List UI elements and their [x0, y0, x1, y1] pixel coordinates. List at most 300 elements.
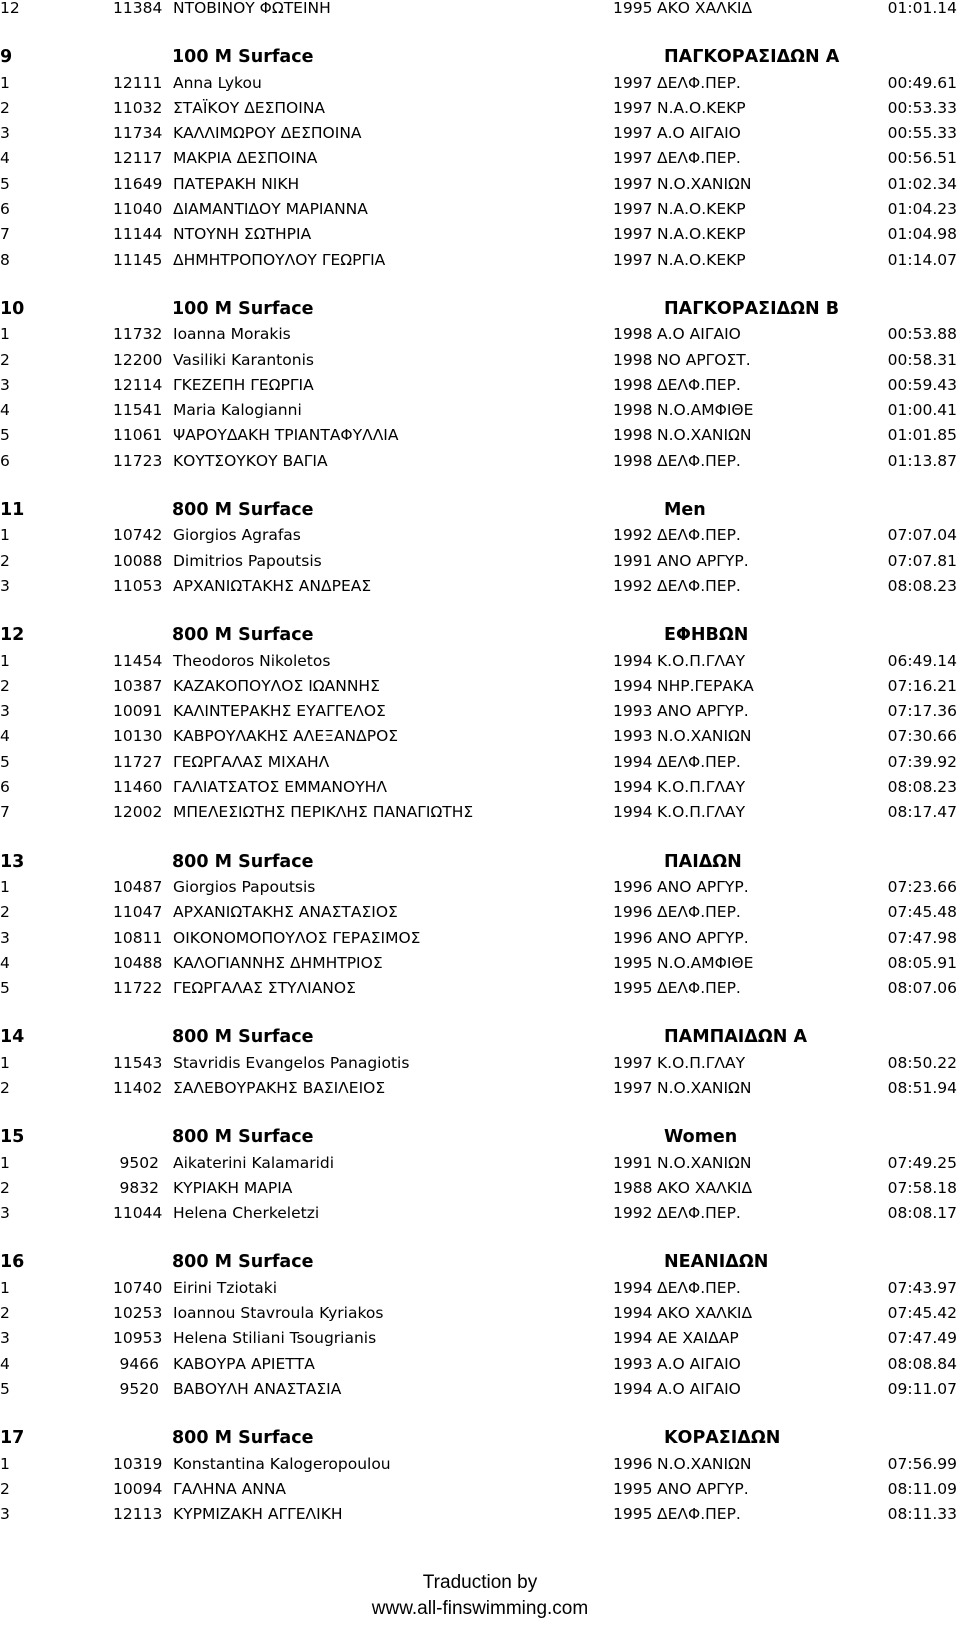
result-year: 1997 — [613, 98, 653, 117]
event-number: 13 — [0, 851, 25, 872]
result-row — [0, 1477, 960, 1502]
result-name: ΚΑΒΟΥΡΑ ΑΡΙΕΤΤΑ — [173, 1354, 315, 1373]
result-name: ΔΙΑΜΑΝΤΙΔΟΥ ΜΑΡΙΑΝΝΑ — [173, 200, 368, 219]
result-place: 4 — [0, 953, 10, 972]
event-header — [0, 850, 960, 875]
event-header — [0, 1025, 960, 1050]
result-time: 07:16.21 — [887, 676, 957, 695]
result-time: 07:47.98 — [887, 928, 957, 947]
result-row — [0, 976, 960, 1001]
result-club: Κ.Ο.Π.ΓΛΑΥ — [657, 778, 746, 797]
result-place: 5 — [0, 979, 10, 998]
result-id: 12002 — [113, 803, 163, 822]
result-year: 1997 — [613, 1078, 653, 1097]
result-year: 1996 — [613, 903, 653, 922]
result-year: 1991 — [613, 1153, 653, 1172]
result-name: ΠΑΤΕΡΑΚΗ ΝΙΚΗ — [173, 174, 300, 193]
event-category: ΠΑΓΚΟΡΑΣΙΔΩΝ Α — [664, 47, 840, 68]
result-year: 1997 — [613, 124, 653, 143]
result-place: 2 — [0, 676, 10, 695]
result-time: 08:11.33 — [887, 1505, 957, 1524]
result-year: 1997 — [613, 149, 653, 168]
result-year: 1993 — [613, 1354, 653, 1373]
result-row — [0, 197, 960, 222]
result-row — [0, 750, 960, 775]
result-id: 10742 — [113, 526, 163, 545]
result-club: ΔΕΛΦ.ΠΕΡ. — [657, 375, 741, 394]
event-number: 10 — [0, 298, 25, 319]
result-name: ΓΑΛΙΑΤΣΑΤΟΣ ΕΜΜΑΝΟΥΗΛ — [173, 778, 387, 797]
result-row — [0, 674, 960, 699]
result-name: Helena Cherkeletzi — [173, 1204, 320, 1223]
result-place: 2 — [0, 551, 10, 570]
result-year: 1992 — [613, 576, 653, 595]
result-place: 1 — [0, 651, 10, 670]
result-time: 01:01.85 — [887, 426, 957, 445]
result-place: 4 — [0, 149, 10, 168]
result-year: 1994 — [613, 1329, 653, 1348]
result-time: 07:43.97 — [887, 1278, 957, 1297]
result-row — [0, 373, 960, 398]
result-id: 12114 — [113, 375, 163, 394]
result-year: 1996 — [613, 1454, 653, 1473]
result-club: Ν.Ο.ΧΑΝΙΩΝ — [657, 1153, 752, 1172]
section-gap — [0, 1001, 960, 1025]
section-gap — [0, 1402, 960, 1426]
event-name: 800 M Surface — [172, 1127, 314, 1148]
result-name: ΚΟΥΤΣΟΥΚΟΥ ΒΑΓΙΑ — [173, 451, 328, 470]
result-year: 1988 — [613, 1178, 653, 1197]
result-place: 4 — [0, 401, 10, 420]
result-year: 1998 — [613, 451, 653, 470]
result-place: 2 — [0, 350, 10, 369]
result-club: ΑΚΟ ΧΑΛΚΙΔ — [657, 0, 753, 17]
result-row — [0, 1502, 960, 1527]
result-time: 08:50.22 — [887, 1053, 957, 1072]
result-year: 1997 — [613, 200, 653, 219]
result-name: Anna Lykou — [173, 73, 262, 92]
result-id: 12111 — [113, 73, 163, 92]
result-club: ΑΚΟ ΧΑΛΚΙΔ — [657, 1178, 753, 1197]
result-club: Α.Ο ΑΙΓΑΙΟ — [657, 1379, 741, 1398]
result-row — [0, 1377, 960, 1402]
event-number: 14 — [0, 1027, 25, 1048]
result-name: Dimitrios Papoutsis — [173, 551, 322, 570]
result-club: ΔΕΛΦ.ΠΕΡ. — [657, 526, 741, 545]
result-id: 11061 — [113, 426, 163, 445]
result-row — [0, 1301, 960, 1326]
result-place: 7 — [0, 803, 10, 822]
result-time: 01:01.14 — [887, 0, 957, 17]
result-time: 07:17.36 — [887, 702, 957, 721]
result-place: 2 — [0, 98, 10, 117]
result-id: 10487 — [113, 877, 163, 896]
section-gap — [0, 826, 960, 850]
result-id: 11722 — [113, 979, 163, 998]
result-place: 5 — [0, 1379, 10, 1398]
result-row — [0, 248, 960, 273]
result-name: ΝΤΟΥΝΗ ΣΩΤΗΡΙΑ — [173, 225, 312, 244]
result-time: 07:45.42 — [887, 1304, 957, 1323]
result-time: 08:08.23 — [887, 576, 957, 595]
result-time: 00:56.51 — [887, 149, 957, 168]
result-club: ΝΗΡ.ΓΕΡΑΚΑ — [657, 676, 754, 695]
event-category: ΚΟΡΑΣΙΔΩΝ — [664, 1428, 781, 1449]
result-club: Κ.Ο.Π.ΓΛΑΥ — [657, 803, 746, 822]
result-row — [0, 1452, 960, 1477]
result-club: ΑΚΟ ΧΑΛΚΙΔ — [657, 1304, 753, 1323]
result-time: 07:49.25 — [887, 1153, 957, 1172]
result-name: ΑΡΧΑΝΙΩΤΑΚΗΣ ΑΝΑΣΤΑΣΙΟΣ — [173, 903, 398, 922]
result-club: ΑΝΟ ΑΡΓΥΡ. — [657, 551, 749, 570]
result-place: 3 — [0, 124, 10, 143]
result-name: Stavridis Evangelos Panagiotis — [173, 1053, 410, 1072]
section-gap — [0, 21, 960, 45]
result-id: 11460 — [113, 778, 163, 797]
result-name: Maria Kalogianni — [173, 401, 302, 420]
event-header — [0, 297, 960, 322]
result-time: 01:02.34 — [887, 174, 957, 193]
result-club: ΔΕΛΦ.ΠΕΡ. — [657, 1278, 741, 1297]
result-row — [0, 900, 960, 925]
result-row — [0, 699, 960, 724]
result-place: 1 — [0, 1153, 10, 1172]
result-id: 9832 — [119, 1178, 159, 1197]
event-category: ΠΑΓΚΟΡΑΣΙΔΩΝ Β — [664, 298, 840, 319]
result-club: Ν.Α.Ο.ΚΕΚΡ — [657, 225, 746, 244]
result-id: 11402 — [113, 1078, 163, 1097]
result-row — [0, 724, 960, 749]
result-club: ΔΕΛΦ.ΠΕΡ. — [657, 576, 741, 595]
result-time: 09:11.07 — [887, 1379, 957, 1398]
result-name: Giorgios Papoutsis — [173, 877, 316, 896]
result-name: ΚΥΡΙΑΚΗ ΜΑΡΙΑ — [173, 1178, 293, 1197]
result-place: 7 — [0, 225, 10, 244]
result-club: ΔΕΛΦ.ΠΕΡ. — [657, 979, 741, 998]
result-name: ΓΕΩΡΓΑΛΑΣ ΣΤΥΛΙΑΝΟΣ — [173, 979, 356, 998]
result-row — [0, 71, 960, 96]
footer-credit: Traduction by — [422, 1572, 538, 1593]
result-name: ΒΑΒΟΥΛΗ ΑΝΑΣΤΑΣΙΑ — [173, 1379, 342, 1398]
result-club: ΑΝΟ ΑΡΓΥΡ. — [657, 1479, 749, 1498]
result-place: 4 — [0, 727, 10, 746]
result-id: 11727 — [113, 752, 163, 771]
event-category: ΠΑΙΔΩΝ — [664, 851, 742, 872]
result-time: 00:49.61 — [887, 73, 957, 92]
result-club: Α.Ο ΑΙΓΑΙΟ — [657, 325, 741, 344]
result-place: 1 — [0, 877, 10, 896]
result-id: 11543 — [113, 1053, 163, 1072]
result-place: 2 — [0, 1178, 10, 1197]
result-time: 07:23.66 — [887, 877, 957, 896]
footer-website-link[interactable]: www.all-finswimming.com — [371, 1598, 589, 1619]
result-row — [0, 1176, 960, 1201]
result-place: 6 — [0, 451, 10, 470]
result-row — [0, 1326, 960, 1351]
result-id: 10319 — [113, 1454, 163, 1473]
event-number: 15 — [0, 1127, 25, 1148]
result-id: 10094 — [113, 1479, 163, 1498]
result-place: 5 — [0, 752, 10, 771]
result-time: 00:53.33 — [887, 98, 957, 117]
result-time: 08:08.17 — [887, 1204, 957, 1223]
result-club: Ν.Α.Ο.ΚΕΚΡ — [657, 200, 746, 219]
result-year: 1994 — [613, 1304, 653, 1323]
result-year: 1998 — [613, 375, 653, 394]
result-time: 08:08.84 — [887, 1354, 957, 1373]
event-number: 16 — [0, 1252, 25, 1273]
event-name: 800 M Surface — [172, 851, 314, 872]
result-club: ΑΝΟ ΑΡΓΥΡ. — [657, 702, 749, 721]
result-year: 1997 — [613, 174, 653, 193]
event-name: 800 M Surface — [172, 625, 314, 646]
result-club: ΔΕΛΦ.ΠΕΡ. — [657, 752, 741, 771]
result-name: ΚΑΖΑΚΟΠΟΥΛΟΣ ΙΩΑΝΝΗΣ — [173, 676, 380, 695]
result-year: 1995 — [613, 1505, 653, 1524]
event-name: 100 M Surface — [172, 298, 314, 319]
result-club: Ν.Ο.ΧΑΝΙΩΝ — [657, 426, 752, 445]
result-year: 1996 — [613, 928, 653, 947]
result-club: ΔΕΛΦ.ΠΕΡ. — [657, 1505, 741, 1524]
result-time: 01:14.07 — [887, 250, 957, 269]
result-place: 1 — [0, 73, 10, 92]
result-row — [0, 1051, 960, 1076]
result-time: 07:56.99 — [887, 1454, 957, 1473]
result-time: 01:04.23 — [887, 200, 957, 219]
result-id: 11734 — [113, 124, 163, 143]
result-name: ΑΡΧΑΝΙΩΤΑΚΗΣ ΑΝΔΡΕΑΣ — [173, 576, 372, 595]
result-id: 10387 — [113, 676, 163, 695]
section-gap — [0, 273, 960, 297]
result-name: ΨΑΡΟΥΔΑΚΗ ΤΡΙΑΝΤΑΦΥΛΛΙΑ — [173, 426, 399, 445]
result-year: 1998 — [613, 350, 653, 369]
result-club: Ν.Ο.ΧΑΝΙΩΝ — [657, 1078, 752, 1097]
event-category: ΕΦΗΒΩΝ — [664, 625, 749, 646]
result-row — [0, 800, 960, 825]
result-id: 11454 — [113, 651, 163, 670]
result-id: 10488 — [113, 953, 163, 972]
result-year: 1995 — [613, 0, 653, 17]
result-id: 9520 — [119, 1379, 159, 1398]
result-name: Theodoros Nikoletos — [173, 651, 331, 670]
result-id: 12113 — [113, 1505, 163, 1524]
result-name: ΓΑΛΗΝΑ ΑΝΝΑ — [173, 1479, 287, 1498]
result-time: 07:45.48 — [887, 903, 957, 922]
result-place: 12 — [0, 0, 20, 17]
result-place: 3 — [0, 1505, 10, 1524]
event-category: ΝΕΑΝΙΔΩΝ — [664, 1252, 769, 1273]
result-id: 9502 — [119, 1153, 159, 1172]
result-name: Konstantina Kalogeropoulou — [173, 1454, 391, 1473]
result-place: 2 — [0, 903, 10, 922]
result-place: 3 — [0, 1204, 10, 1223]
result-name: ΚΑΛΙΝΤΕΡΑΚΗΣ ΕΥΑΓΓΕΛΟΣ — [173, 702, 386, 721]
result-row — [0, 549, 960, 574]
result-time: 07:39.92 — [887, 752, 957, 771]
result-name: ΓΚΕΖΕΠΗ ΓΕΩΡΓΙΑ — [173, 375, 314, 394]
event-category: ΠΑΜΠΑΙΔΩΝ Α — [664, 1027, 808, 1048]
result-time: 00:53.88 — [887, 325, 957, 344]
result-club: Α.Ο ΑΙΓΑΙΟ — [657, 1354, 741, 1373]
event-header — [0, 498, 960, 523]
event-header — [0, 45, 960, 70]
result-id: 10740 — [113, 1278, 163, 1297]
result-id: 11044 — [113, 1204, 163, 1223]
result-club: ΑΕ ΧΑΙΔΑΡ — [657, 1329, 739, 1348]
result-place: 3 — [0, 375, 10, 394]
result-name: Ioannou Stavroula Kyriakos — [173, 1304, 384, 1323]
result-id: 11047 — [113, 903, 163, 922]
result-club: Ν.Ο.ΑΜΦΙΘΕ — [657, 401, 754, 420]
result-place: 1 — [0, 325, 10, 344]
result-club: ΔΕΛΦ.ΠΕΡ. — [657, 1204, 741, 1223]
result-row — [0, 574, 960, 599]
event-number: 17 — [0, 1428, 25, 1449]
event-name: 800 M Surface — [172, 1027, 314, 1048]
result-place: 1 — [0, 1278, 10, 1297]
result-id: 10953 — [113, 1329, 163, 1348]
result-row — [0, 0, 960, 21]
result-year: 1998 — [613, 325, 653, 344]
event-name: 800 M Surface — [172, 1428, 314, 1449]
result-club: Κ.Ο.Π.ΓΛΑΥ — [657, 651, 746, 670]
result-row — [0, 348, 960, 373]
result-time: 00:55.33 — [887, 124, 957, 143]
result-row — [0, 449, 960, 474]
result-name: ΚΑΛΛΙΜΩΡΟΥ ΔΕΣΠΟΙΝΑ — [173, 124, 362, 143]
result-row — [0, 322, 960, 347]
result-time: 01:00.41 — [887, 401, 957, 420]
result-year: 1991 — [613, 551, 653, 570]
result-time: 01:13.87 — [887, 451, 957, 470]
result-id: 10091 — [113, 702, 163, 721]
result-place: 2 — [0, 1479, 10, 1498]
result-year: 1994 — [613, 803, 653, 822]
event-category: Men — [664, 500, 706, 521]
result-club: ΝΟ ΑΡΓΟΣΤ. — [657, 350, 751, 369]
result-name: ΝΤΟΒΙΝΟΥ ΦΩΤΕΙΝΗ — [173, 0, 331, 17]
result-id: 10088 — [113, 551, 163, 570]
result-place: 1 — [0, 1053, 10, 1072]
result-club: Ν.Α.Ο.ΚΕΚΡ — [657, 98, 746, 117]
event-header — [0, 1125, 960, 1150]
result-time: 00:58.31 — [887, 350, 957, 369]
result-name: ΣΑΛΕΒΟΥΡΑΚΗΣ ΒΑΣΙΛΕΙΟΣ — [173, 1078, 386, 1097]
event-header — [0, 1426, 960, 1451]
result-row — [0, 875, 960, 900]
result-club: Ν.Ο.ΧΑΝΙΩΝ — [657, 727, 752, 746]
result-name: Helena Stiliani Tsougrianis — [173, 1329, 377, 1348]
result-year: 1993 — [613, 727, 653, 746]
result-club: Ν.Α.Ο.ΚΕΚΡ — [657, 250, 746, 269]
result-time: 07:47.49 — [887, 1329, 957, 1348]
result-year: 1997 — [613, 250, 653, 269]
result-row — [0, 398, 960, 423]
result-year: 1993 — [613, 702, 653, 721]
result-row — [0, 1151, 960, 1176]
result-time: 07:58.18 — [887, 1178, 957, 1197]
result-id: 10811 — [113, 928, 163, 947]
result-time: 06:49.14 — [887, 651, 957, 670]
result-club: Ν.Ο.ΧΑΝΙΩΝ — [657, 1454, 752, 1473]
result-id: 12200 — [113, 350, 163, 369]
event-header — [0, 1250, 960, 1275]
result-time: 08:17.47 — [887, 803, 957, 822]
result-year: 1996 — [613, 877, 653, 896]
result-row — [0, 951, 960, 976]
result-row — [0, 222, 960, 247]
result-place: 3 — [0, 702, 10, 721]
result-row — [0, 523, 960, 548]
result-row — [0, 121, 960, 146]
section-gap — [0, 1226, 960, 1250]
result-club: Α.Ο ΑΙΓΑΙΟ — [657, 124, 741, 143]
result-place: 3 — [0, 928, 10, 947]
result-time: 07:07.04 — [887, 526, 957, 545]
result-club: Ν.Ο.ΑΜΦΙΘΕ — [657, 953, 754, 972]
result-place: 3 — [0, 1329, 10, 1348]
result-year: 1994 — [613, 778, 653, 797]
result-place: 2 — [0, 1078, 10, 1097]
result-year: 1995 — [613, 979, 653, 998]
result-year: 1994 — [613, 1379, 653, 1398]
result-place: 2 — [0, 1304, 10, 1323]
result-name: Giorgios Agrafas — [173, 526, 301, 545]
result-club: ΔΕΛΦ.ΠΕΡ. — [657, 451, 741, 470]
result-time: 07:30.66 — [887, 727, 957, 746]
result-year: 1995 — [613, 953, 653, 972]
section-gap — [0, 1101, 960, 1125]
result-place: 6 — [0, 200, 10, 219]
result-id: 11384 — [113, 0, 163, 17]
event-number: 11 — [0, 500, 25, 521]
result-place: 4 — [0, 1354, 10, 1373]
result-club: Ν.Ο.ΧΑΝΙΩΝ — [657, 174, 752, 193]
event-header — [0, 623, 960, 648]
result-year: 1994 — [613, 676, 653, 695]
result-time: 08:08.23 — [887, 778, 957, 797]
result-name: ΟΙΚΟΝΟΜΟΠΟΥΛΟΣ ΓΕΡΑΣΙΜΟΣ — [173, 928, 421, 947]
result-year: 1992 — [613, 1204, 653, 1223]
result-name: ΚΥΡΜΙΖΑΚΗ ΑΓΓΕΛΙΚΗ — [173, 1505, 343, 1524]
result-place: 3 — [0, 576, 10, 595]
result-place: 1 — [0, 526, 10, 545]
result-row — [0, 1352, 960, 1377]
result-club: ΔΕΛΦ.ΠΕΡ. — [657, 903, 741, 922]
result-year: 1997 — [613, 1053, 653, 1072]
event-name: 800 M Surface — [172, 500, 314, 521]
result-id: 11649 — [113, 174, 163, 193]
result-row — [0, 96, 960, 121]
result-name: Ioanna Morakis — [173, 325, 291, 344]
result-name: ΚΑΒΡΟΥΛΑΚΗΣ ΑΛΕΞΑΝΔΡΟΣ — [173, 727, 399, 746]
result-place: 5 — [0, 174, 10, 193]
result-time: 00:59.43 — [887, 375, 957, 394]
result-club: ΑΝΟ ΑΡΓΥΡ. — [657, 877, 749, 896]
result-id: 12117 — [113, 149, 163, 168]
result-name: ΔΗΜΗΤΡΟΠΟΥΛΟΥ ΓΕΩΡΓΙΑ — [173, 250, 386, 269]
result-time: 08:07.06 — [887, 979, 957, 998]
result-id: 11145 — [113, 250, 163, 269]
result-name: ΚΑΛΟΓΙΑΝΝΗΣ ΔΗΜΗΤΡΙΟΣ — [173, 953, 383, 972]
result-id: 11144 — [113, 225, 163, 244]
result-id: 11732 — [113, 325, 163, 344]
result-id: 10130 — [113, 727, 163, 746]
result-row — [0, 1201, 960, 1226]
result-time: 08:51.94 — [887, 1078, 957, 1097]
result-row — [0, 1076, 960, 1101]
section-gap — [0, 474, 960, 498]
